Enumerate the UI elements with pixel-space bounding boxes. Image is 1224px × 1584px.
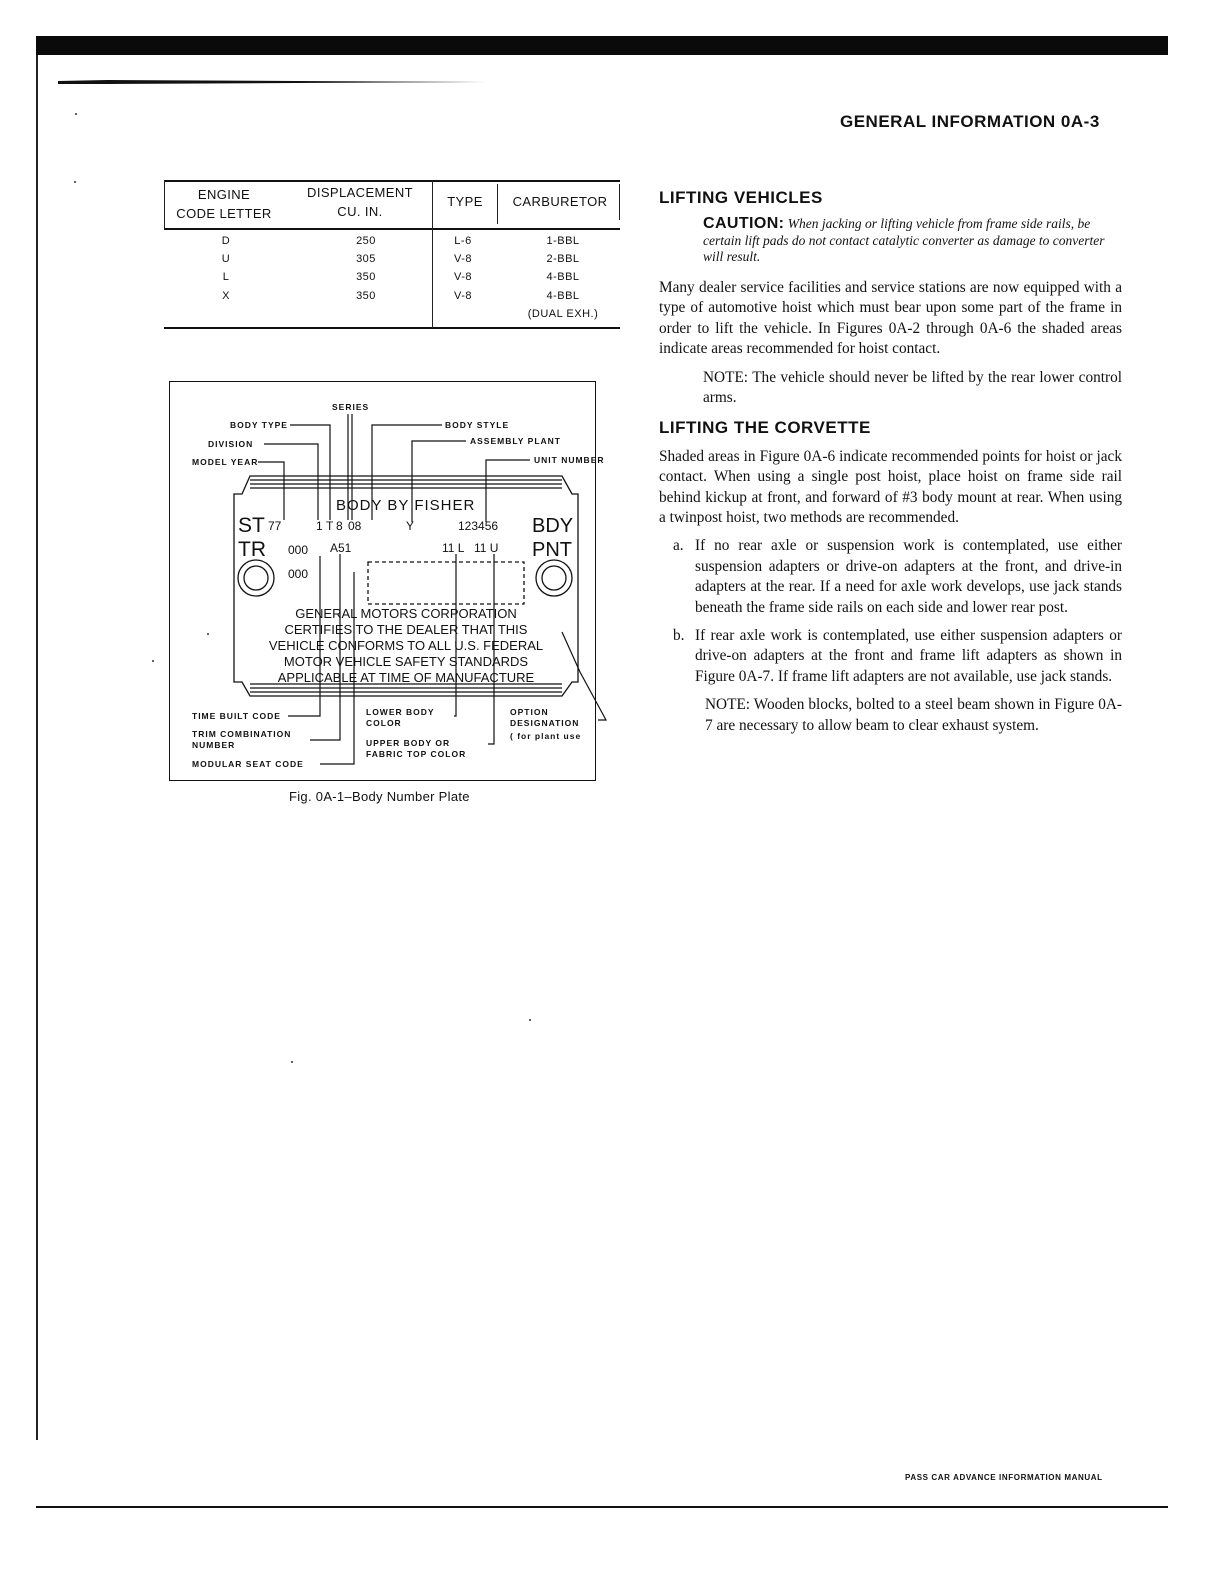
scan-speck	[152, 660, 154, 662]
cell-carb: 2-BBL	[546, 253, 580, 265]
list-item-b	[673, 626, 1122, 687]
table-bottom-rule	[164, 327, 620, 329]
plate-time-value: A51	[330, 541, 352, 555]
cell-disp: 350	[356, 271, 376, 283]
cell-disp: 350	[356, 290, 376, 302]
heading-lifting-vehicles: LIFTING VEHICLES	[659, 188, 823, 207]
plate-lower-color: 11 L	[442, 541, 465, 555]
header-engine: ENGINE	[197, 187, 251, 202]
dashed-box	[368, 562, 524, 604]
plate-year: 77	[268, 519, 282, 533]
label-option: OPTION	[510, 707, 549, 717]
list-text-a: If no rear axle or suspension work is contemplated, use either suspension adapters or drive-on adapters at the front, and drive-in adapters at the rear. If a need for axle work develops, use jack stands beneath the frame side rails on each side and lower rear post.	[695, 537, 1122, 616]
note-wooden-blocks: NOTE: Wooden blocks, bolted to a steel beam shown in Figure 0A-7 are necessary to allow beam to clear exhaust system.	[705, 696, 1122, 734]
right-column	[659, 188, 1122, 736]
plate-cert-line: APPLICABLE AT TIME OF MANUFACTURE	[277, 670, 535, 685]
label-trim-number: NUMBER	[192, 740, 236, 750]
list-label-a: a.	[673, 537, 684, 555]
header-displacement: DISPLACEMENT	[307, 185, 413, 200]
label-lower-body-color: COLOR	[366, 718, 402, 728]
list-text-b: If rear axle work is contemplated, use either suspension adapters or drive-on adapters at the front and frame lift adapters as shown in Figure 0A-7. If frame lift adapters are not available, use jack stands.	[695, 627, 1122, 685]
cell-code: X	[222, 290, 230, 302]
plate-cert-line: MOTOR VEHICLE SAFETY STANDARDS	[283, 654, 529, 669]
label-upper-body: UPPER BODY OR	[366, 738, 451, 748]
heading-lifting-corvette: LIFTING THE CORVETTE	[659, 418, 871, 438]
table-divider	[432, 180, 433, 328]
plate-series: T	[326, 519, 334, 533]
page-header: GENERAL INFORMATION 0A-3	[840, 112, 1100, 131]
plate-body-style: 08	[348, 519, 362, 533]
label-for-plant-use: ( for plant use	[510, 731, 582, 741]
scan-speck	[75, 113, 77, 115]
body-number-plate-figure	[169, 381, 605, 781]
cell-disp: 250	[356, 235, 376, 247]
label-model-year: MODEL YEAR	[192, 457, 259, 467]
header-type: TYPE	[447, 194, 483, 209]
top-black-bar	[36, 36, 1168, 55]
paragraph-hoist: Many dealer service facilities and service stations are now equipped with a type of automotive hoist which must bear upon some part of the frame in order to lift the vehicle. In Figures 0A-2 through 0A-6 the shaded areas indicate areas recommended for hoist contact.	[659, 278, 1122, 358]
page-footer: PASS CAR ADVANCE INFORMATION MANUAL	[905, 1473, 1103, 1482]
figure-caption: Fig. 0A-1–Body Number Plate	[289, 789, 470, 804]
header-code-letter: CODE LETTER	[176, 206, 272, 221]
cell-carb-note: (DUAL EXH.)	[527, 308, 599, 320]
cell-disp: 305	[356, 253, 376, 265]
cell-code: U	[221, 253, 231, 265]
cell-carb: 4-BBL	[546, 290, 580, 302]
plate-cert-line: VEHICLE CONFORMS TO ALL U.S. FEDERAL	[268, 638, 544, 653]
plate-st: ST	[238, 514, 265, 537]
header-carburetor: CARBURETOR	[512, 194, 608, 209]
label-body-style: BODY STYLE	[445, 420, 510, 430]
label-unit-number: UNIT NUMBER	[534, 455, 605, 465]
cell-code: L	[222, 271, 230, 283]
plate-cert-line: CERTIFIES TO THE DEALER THAT THIS	[284, 622, 528, 637]
plate-seat-value: 000	[288, 567, 309, 581]
header-cu-in: CU. IN.	[337, 204, 383, 219]
cell-carb: 1-BBL	[546, 235, 580, 247]
plate-assembly-plant: Y	[406, 519, 415, 533]
label-body-type: BODY TYPE	[230, 420, 288, 430]
label-assembly-plant: ASSEMBLY PLANT	[470, 436, 561, 446]
plate-body-type: 8	[336, 519, 343, 533]
plate-upper-color: 11 U	[474, 541, 499, 555]
label-time-built-code: TIME BUILT CODE	[192, 711, 281, 721]
plate-trim-value: 000	[288, 543, 309, 557]
scan-smear	[58, 80, 486, 85]
label-lower-body: LOWER BODY	[366, 707, 435, 717]
list-label-b: b.	[673, 627, 685, 644]
cell-type: V-8	[453, 253, 472, 265]
cell-type: V-8	[453, 271, 472, 283]
left-margin-rule	[36, 55, 38, 1440]
list-item-a	[673, 536, 1122, 618]
scan-speck	[291, 1061, 293, 1063]
plate-body-by-fisher: BODY BY FISHER	[336, 497, 476, 514]
caution-label: CAUTION:	[703, 215, 785, 233]
scan-speck	[74, 181, 76, 183]
label-series: SERIES	[332, 402, 370, 412]
cell-carb: 4-BBL	[546, 271, 580, 283]
label-modular-seat-code: MODULAR SEAT CODE	[192, 759, 304, 769]
cell-code: D	[221, 235, 231, 247]
plate-tr: TR	[238, 538, 266, 561]
cell-type: L-6	[454, 235, 472, 247]
plate-pnt: PNT	[532, 539, 572, 561]
label-trim-combination: TRIM COMBINATION	[192, 729, 292, 739]
label-fabric-top-color: FABRIC TOP COLOR	[366, 749, 467, 759]
engine-table	[164, 180, 620, 330]
label-division: DIVISION	[208, 439, 254, 449]
scan-speck	[529, 1019, 531, 1021]
table-header-rule	[164, 228, 620, 230]
label-option-designation: DESIGNATION	[510, 718, 580, 728]
cell-type: V-8	[453, 290, 472, 302]
paragraph-corvette: Shaded areas in Figure 0A-6 indicate recommended points for hoist or jack contact. When using a single post hoist, place hoist on frame side rail behind kickup at front, and forward of #3 body mount at rear. When using a twinpost hoist, two methods are recommended.	[659, 447, 1122, 526]
table-divider	[497, 184, 498, 224]
table-top-rule	[164, 180, 620, 182]
plate-division: 1	[316, 519, 323, 533]
bottom-rule	[36, 1506, 1168, 1508]
caution-block	[703, 216, 1122, 266]
note-control-arms: NOTE: The vehicle should never be lifted by the rear lower control arms.	[703, 368, 1122, 406]
caution-text: When jacking or lifting vehicle from frame side rails, be certain lift pads do not contact catalytic converter as damage to converter will result.	[703, 216, 1105, 265]
plate-cert-line: GENERAL MOTORS CORPORATION	[295, 606, 517, 621]
plate-unit-number: 123456	[458, 519, 499, 533]
plate-diagram	[170, 382, 605, 782]
plate-bdy: BDY	[532, 515, 574, 537]
